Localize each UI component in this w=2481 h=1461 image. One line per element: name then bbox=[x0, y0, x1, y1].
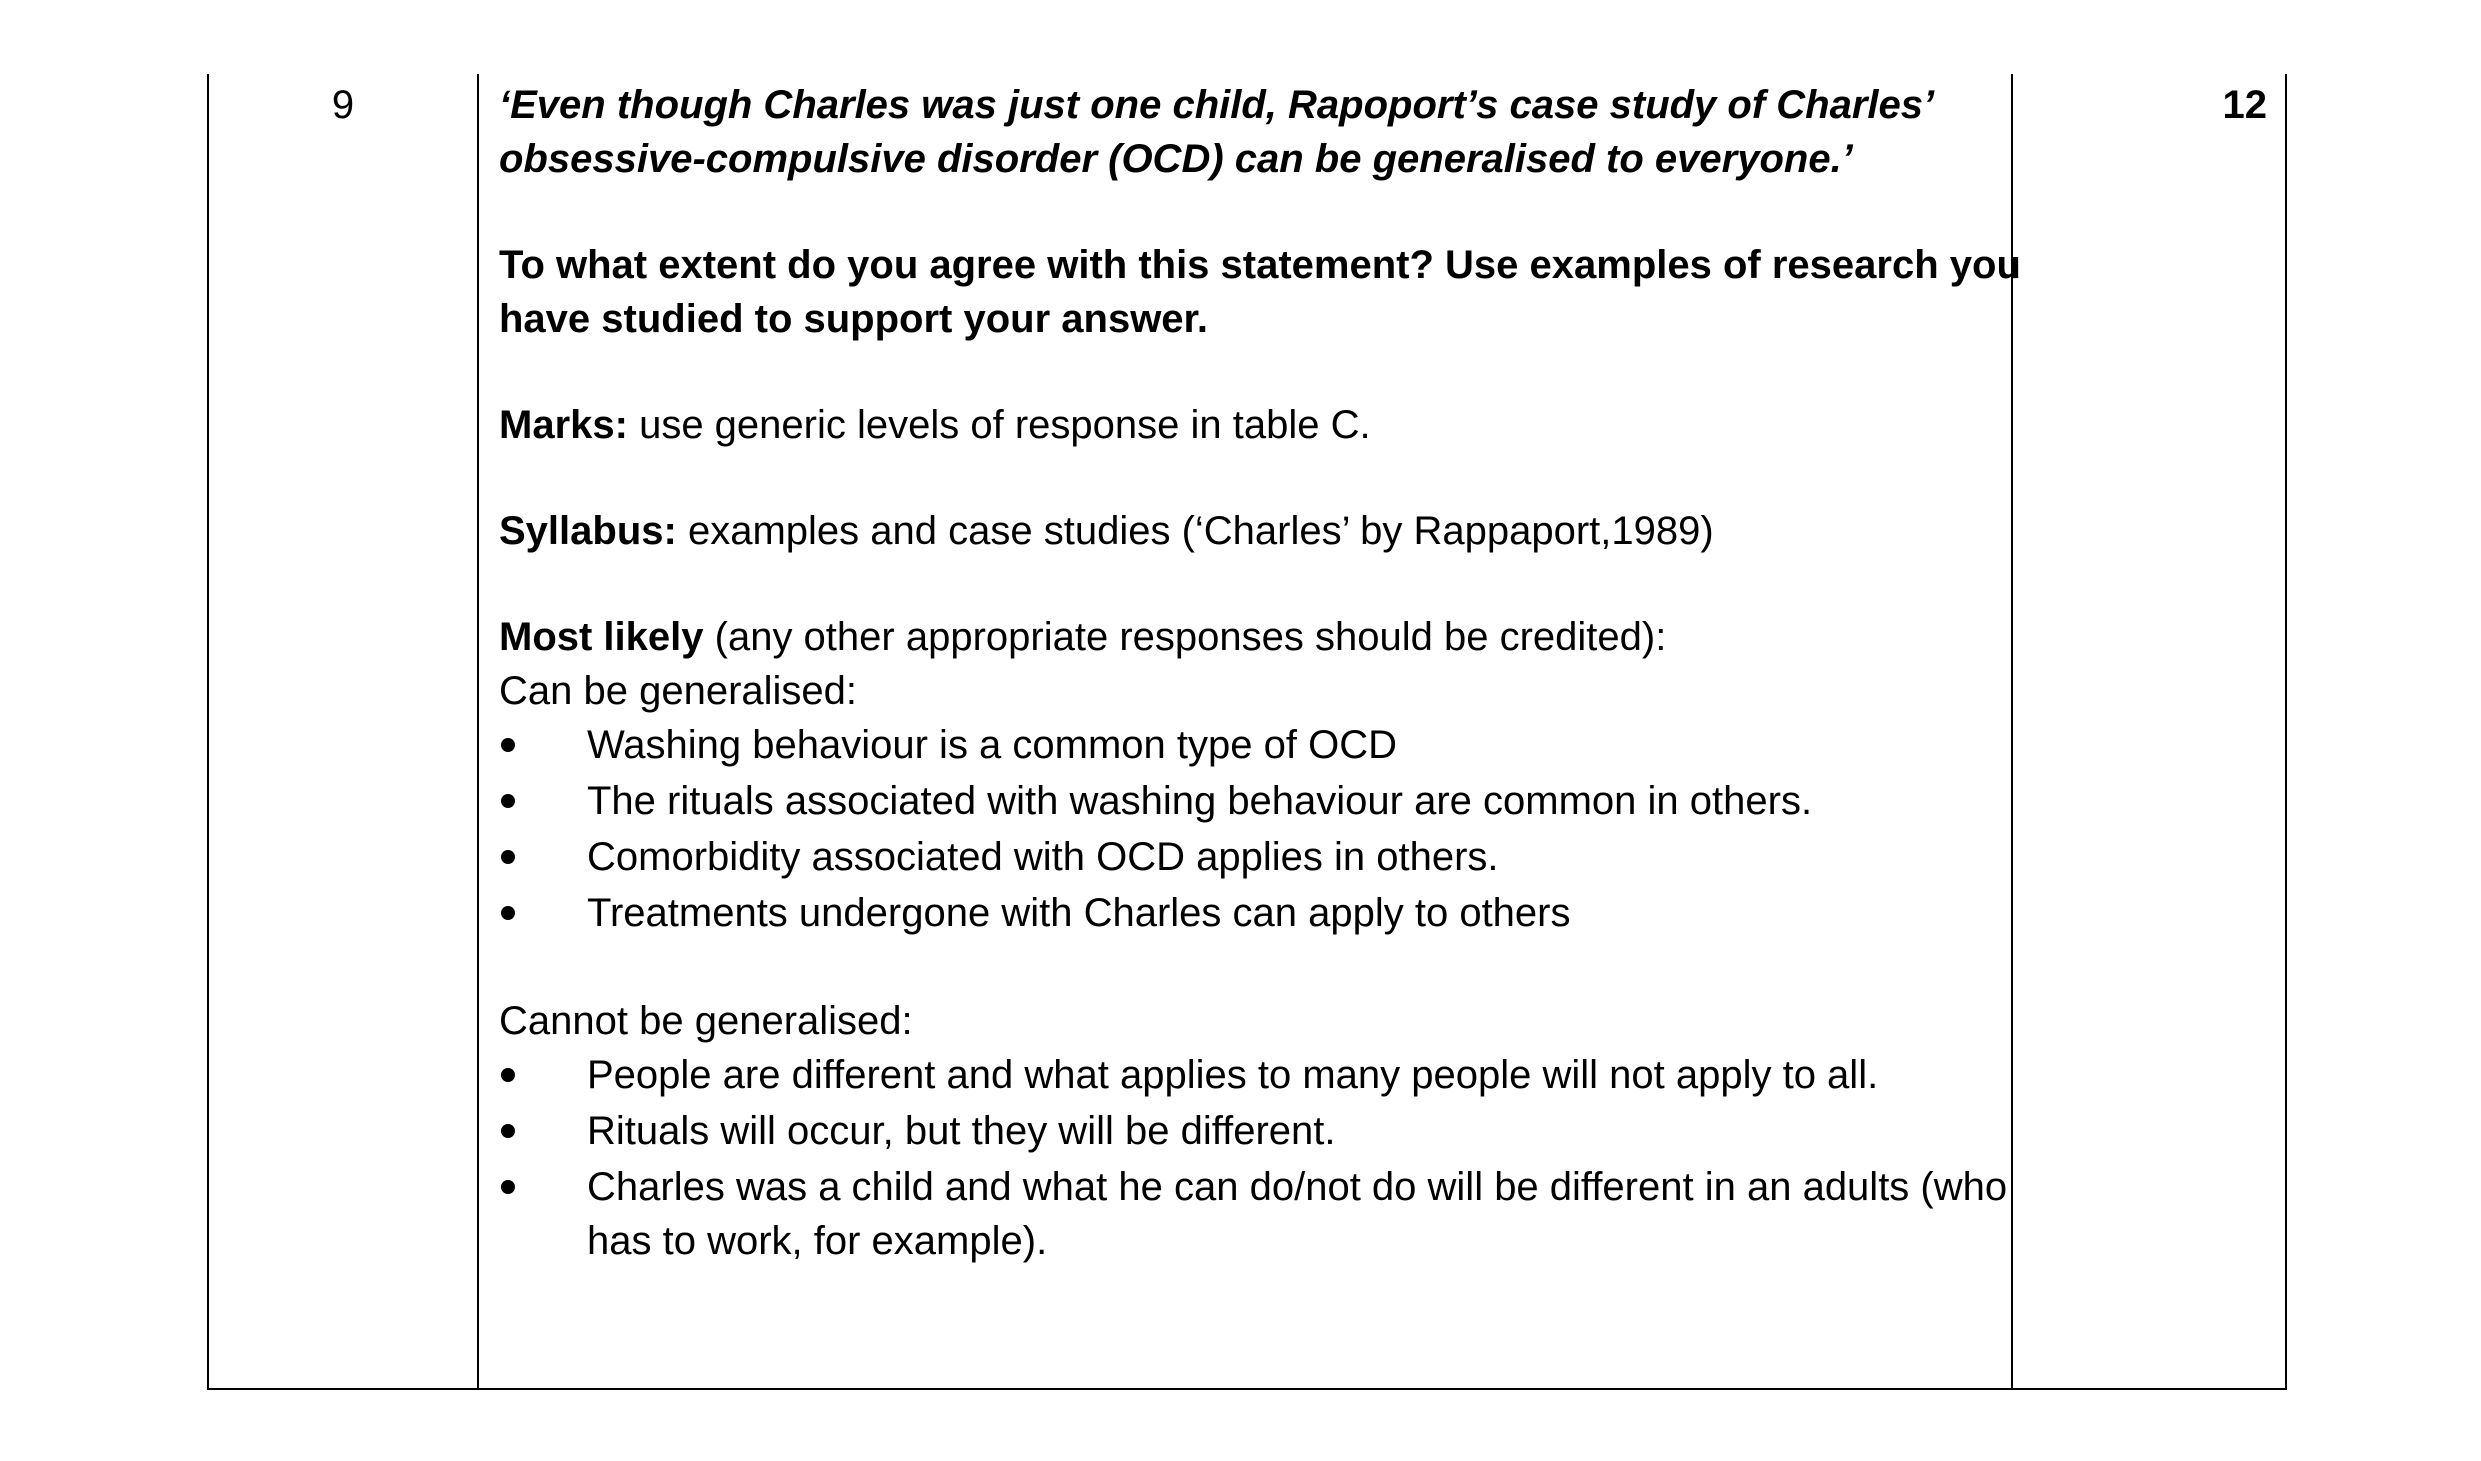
answer-guidance bbox=[499, 78, 2039, 1270]
syllabus-text: examples and case studies (‘Charles’ by Rappaport,1989) bbox=[676, 509, 1714, 553]
can-generalise-list bbox=[499, 718, 2039, 940]
list-item: People are different and what applies to many people will not apply to all. bbox=[587, 1053, 1879, 1097]
syllabus-label: Syllabus: bbox=[499, 509, 677, 553]
column-divider-1 bbox=[477, 74, 479, 1388]
most-likely-label: Most likely bbox=[499, 615, 704, 659]
most-likely-text: (any other appropriate responses should be credited): bbox=[703, 615, 1667, 659]
marks-label: Marks: bbox=[499, 403, 628, 447]
marks-total: 12 bbox=[2222, 83, 2267, 127]
can-generalise-heading: Can be generalised: bbox=[499, 669, 858, 713]
question-instruction: To what extent do you agree with this statement? Use examples of research you have studied to support your answer. bbox=[499, 243, 2021, 341]
marks-line bbox=[499, 398, 2039, 452]
list-item: Comorbidity associated with OCD applies in others. bbox=[587, 835, 1499, 879]
list-item: The rituals associated with washing behaviour are common in others. bbox=[587, 779, 1813, 823]
cannot-generalise-heading: Cannot be generalised: bbox=[499, 999, 913, 1043]
cannot-generalise-list bbox=[499, 1048, 2039, 1268]
list-item: Charles was a child and what he can do/not do will be different in an adults (who has to work, for example). bbox=[587, 1165, 2008, 1263]
marks-text: use generic levels of response in table C. bbox=[627, 403, 1371, 447]
list-item: Treatments undergone with Charles can apply to others bbox=[587, 891, 1571, 935]
list-item: Washing behaviour is a common type of OCD bbox=[587, 723, 1397, 767]
most-likely-line bbox=[499, 610, 2039, 664]
question-quote: ‘Even though Charles was just one child, Rapoport’s case study of Charles’ obsessive-compulsive disorder (OCD) can be generalised to everyone.’ bbox=[499, 83, 1933, 181]
mark-scheme-table bbox=[207, 74, 2287, 1390]
question-number: 9 bbox=[331, 83, 355, 127]
list-item: Rituals will occur, but they will be different. bbox=[587, 1109, 1336, 1153]
syllabus-line bbox=[499, 504, 2039, 558]
